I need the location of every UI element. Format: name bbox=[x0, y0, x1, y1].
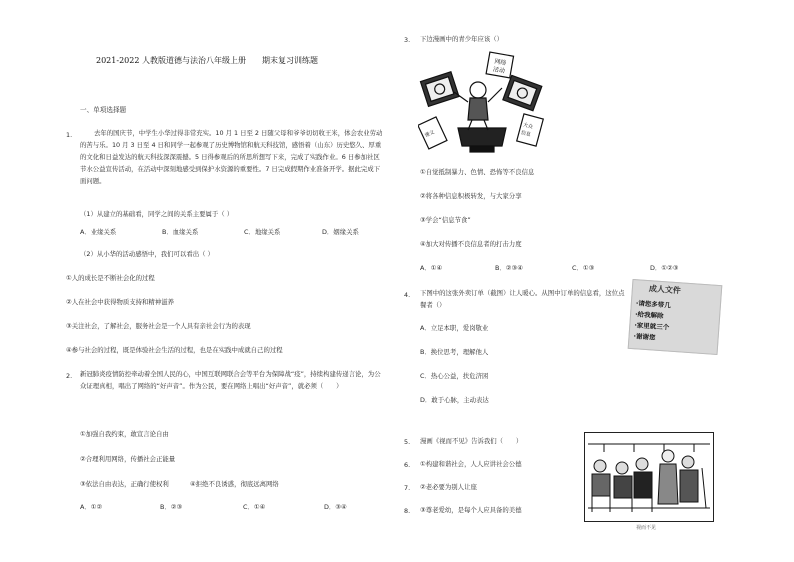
cartoon-word-2: 活动 bbox=[492, 65, 506, 75]
q1-sub2: （2）从小华的活动感悟中，我们可以看出（ ） bbox=[80, 250, 214, 258]
q3-option-d[interactable]: D．①②③ bbox=[650, 264, 679, 272]
q2-stem: 新冠肺炎疫情防控牵动着全国人民的心，中国互联网联合会等平台为保障战“疫”，持续构建传递言论，为公众证理真相，唱出了网络的“好声音”。作为公民，要在网络上唱出“好声音”，就必须（ ） bbox=[80, 370, 381, 390]
q4-option-a[interactable]: A．立足本职，爱岗敬业 bbox=[420, 324, 489, 332]
q3-option-b[interactable]: B．②③④ bbox=[495, 264, 523, 272]
cartoon-word-3: 课文 bbox=[423, 129, 436, 140]
q7-number: 7. bbox=[404, 484, 411, 492]
q7-stem: ②老必要为别人让座 bbox=[420, 483, 477, 491]
q4-order-photo bbox=[628, 279, 723, 355]
q1-statement-3: ③关注社会，了解社会，服务社会是一个人具有亲社会行为的表现 bbox=[66, 322, 251, 330]
q6-stem: ①构建和谐社会，人人应讲社会公德 bbox=[420, 460, 522, 468]
q5-number: 5. bbox=[404, 438, 411, 446]
q2-option-a[interactable]: A．①② bbox=[80, 503, 103, 511]
photo-line-1: ·请您多带几 bbox=[635, 299, 672, 310]
q1-sub1: （1）从建立的基础看，同学之间的关系主要属于（ ） bbox=[80, 210, 234, 218]
q2-statement-1: ①加强自我约束，敢宣言论自由 bbox=[80, 430, 169, 438]
q3-statement-4: ④加大对传播不良信息者的打击力度 bbox=[420, 240, 522, 248]
q1-statement-2: ②人在社会中获得物质支持和精神滋养 bbox=[66, 298, 174, 306]
q8-stem: ③尊老爱幼，是每个人应具备的美德 bbox=[420, 506, 522, 514]
q3-statement-2: ②将各种信息积极转发，与大家分享 bbox=[420, 192, 522, 200]
photo-line-2: ·给我解除 bbox=[634, 310, 664, 321]
q4-stem: 下图中的这张外卖订单（截图）让人暖心。从图中订单的信息看，这位点餐者（） bbox=[420, 289, 625, 309]
q1-number: 1. bbox=[66, 131, 73, 139]
q1-sub1-option-a[interactable]: A．业缘关系 bbox=[80, 228, 117, 236]
q4-option-b[interactable]: B．换位思考，理解他人 bbox=[420, 348, 489, 356]
photo-line-3: ·家里就三个 bbox=[634, 321, 670, 332]
q8-number: 8. bbox=[404, 507, 411, 515]
q2-statement-2: ②合理利用网络，传播社会正能量 bbox=[80, 455, 176, 463]
q3-statement-1: ①自觉抵制暴力、色情、恐怖等不良信息 bbox=[420, 168, 535, 176]
q3-cartoon-image bbox=[418, 50, 546, 160]
q2-number: 2. bbox=[66, 372, 73, 380]
q3-option-c[interactable]: C．①③ bbox=[572, 264, 595, 272]
q1-sub1-option-c[interactable]: C．地缘关系 bbox=[244, 228, 281, 236]
q3-option-a[interactable]: A．①④ bbox=[420, 264, 443, 272]
cartoon-word-4: 大众 bbox=[522, 122, 534, 131]
q5-cartoon-caption: 视而不见 bbox=[636, 525, 657, 531]
q3-stem: 下边漫画中的青少年应该（） bbox=[420, 35, 504, 43]
q1-stem: 去年的国庆节，中学生小华过得非常充实。10 月 1 日至 2 日随父母和爷爷切切收王米，体会农业劳动的苦与乐。10 月 3 日至 4 日和同学一起参观了历史博物馆和航天科技馆，感悟着（山东）历史悠久、厚重的文化和日益发达的航天科技深深震撼。5 日得参观后的所思所想写下来，完成了实践作业。6 日参加社区节水公益宣传活动，在活动中深刻地感受到保护水资源的重要性。7 日完成假期作业准备开学。据此完成下面问题。 bbox=[80, 129, 383, 185]
q5-stem: 漫画《视而不见》告诉我们（ ） bbox=[420, 437, 523, 445]
cartoon-word-1: 网络 bbox=[493, 58, 507, 68]
photo-line-4: ·谢谢您 bbox=[633, 332, 656, 342]
q4-option-d[interactable]: D．敢于心脉，主动表达 bbox=[420, 396, 489, 404]
q2-statement-3: ③依法自由表达，正确行使权利 bbox=[80, 480, 169, 488]
cartoon-word-5: 信息 bbox=[520, 129, 532, 139]
q1-statement-1: ①人的成长是不断社会化的过程 bbox=[66, 274, 155, 282]
q4-number: 4. bbox=[404, 291, 411, 299]
q1-sub1-option-b[interactable]: B．血缘关系 bbox=[162, 228, 199, 236]
q4-option-c[interactable]: C．热心公益，扶危济困 bbox=[420, 372, 489, 380]
q1-sub1-option-d[interactable]: D．姻缘关系 bbox=[322, 228, 359, 236]
q2-option-c[interactable]: C．①④ bbox=[243, 503, 266, 511]
page-title: 2021-2022 人教版道德与法治八年级上册 期末复习训练题 bbox=[96, 56, 318, 65]
q1-statement-4: ④参与社会的过程，既是体验社会生活的过程，也是在实践中成就自己的过程 bbox=[66, 346, 283, 354]
q6-number: 6. bbox=[404, 461, 411, 469]
q2-option-d[interactable]: D．③④ bbox=[324, 503, 347, 511]
q2-option-b[interactable]: B．②③ bbox=[160, 503, 183, 511]
q3-statement-3: ③学会“信息节食” bbox=[420, 216, 471, 224]
section-heading: 一、单项选择题 bbox=[80, 106, 127, 114]
q2-statement-4: ④拒绝不良诱惑，彻底远离网络 bbox=[190, 480, 279, 488]
photo-title: 成人文件 bbox=[648, 284, 682, 296]
q5-cartoon-image bbox=[584, 432, 714, 522]
q3-number: 3. bbox=[404, 36, 411, 44]
